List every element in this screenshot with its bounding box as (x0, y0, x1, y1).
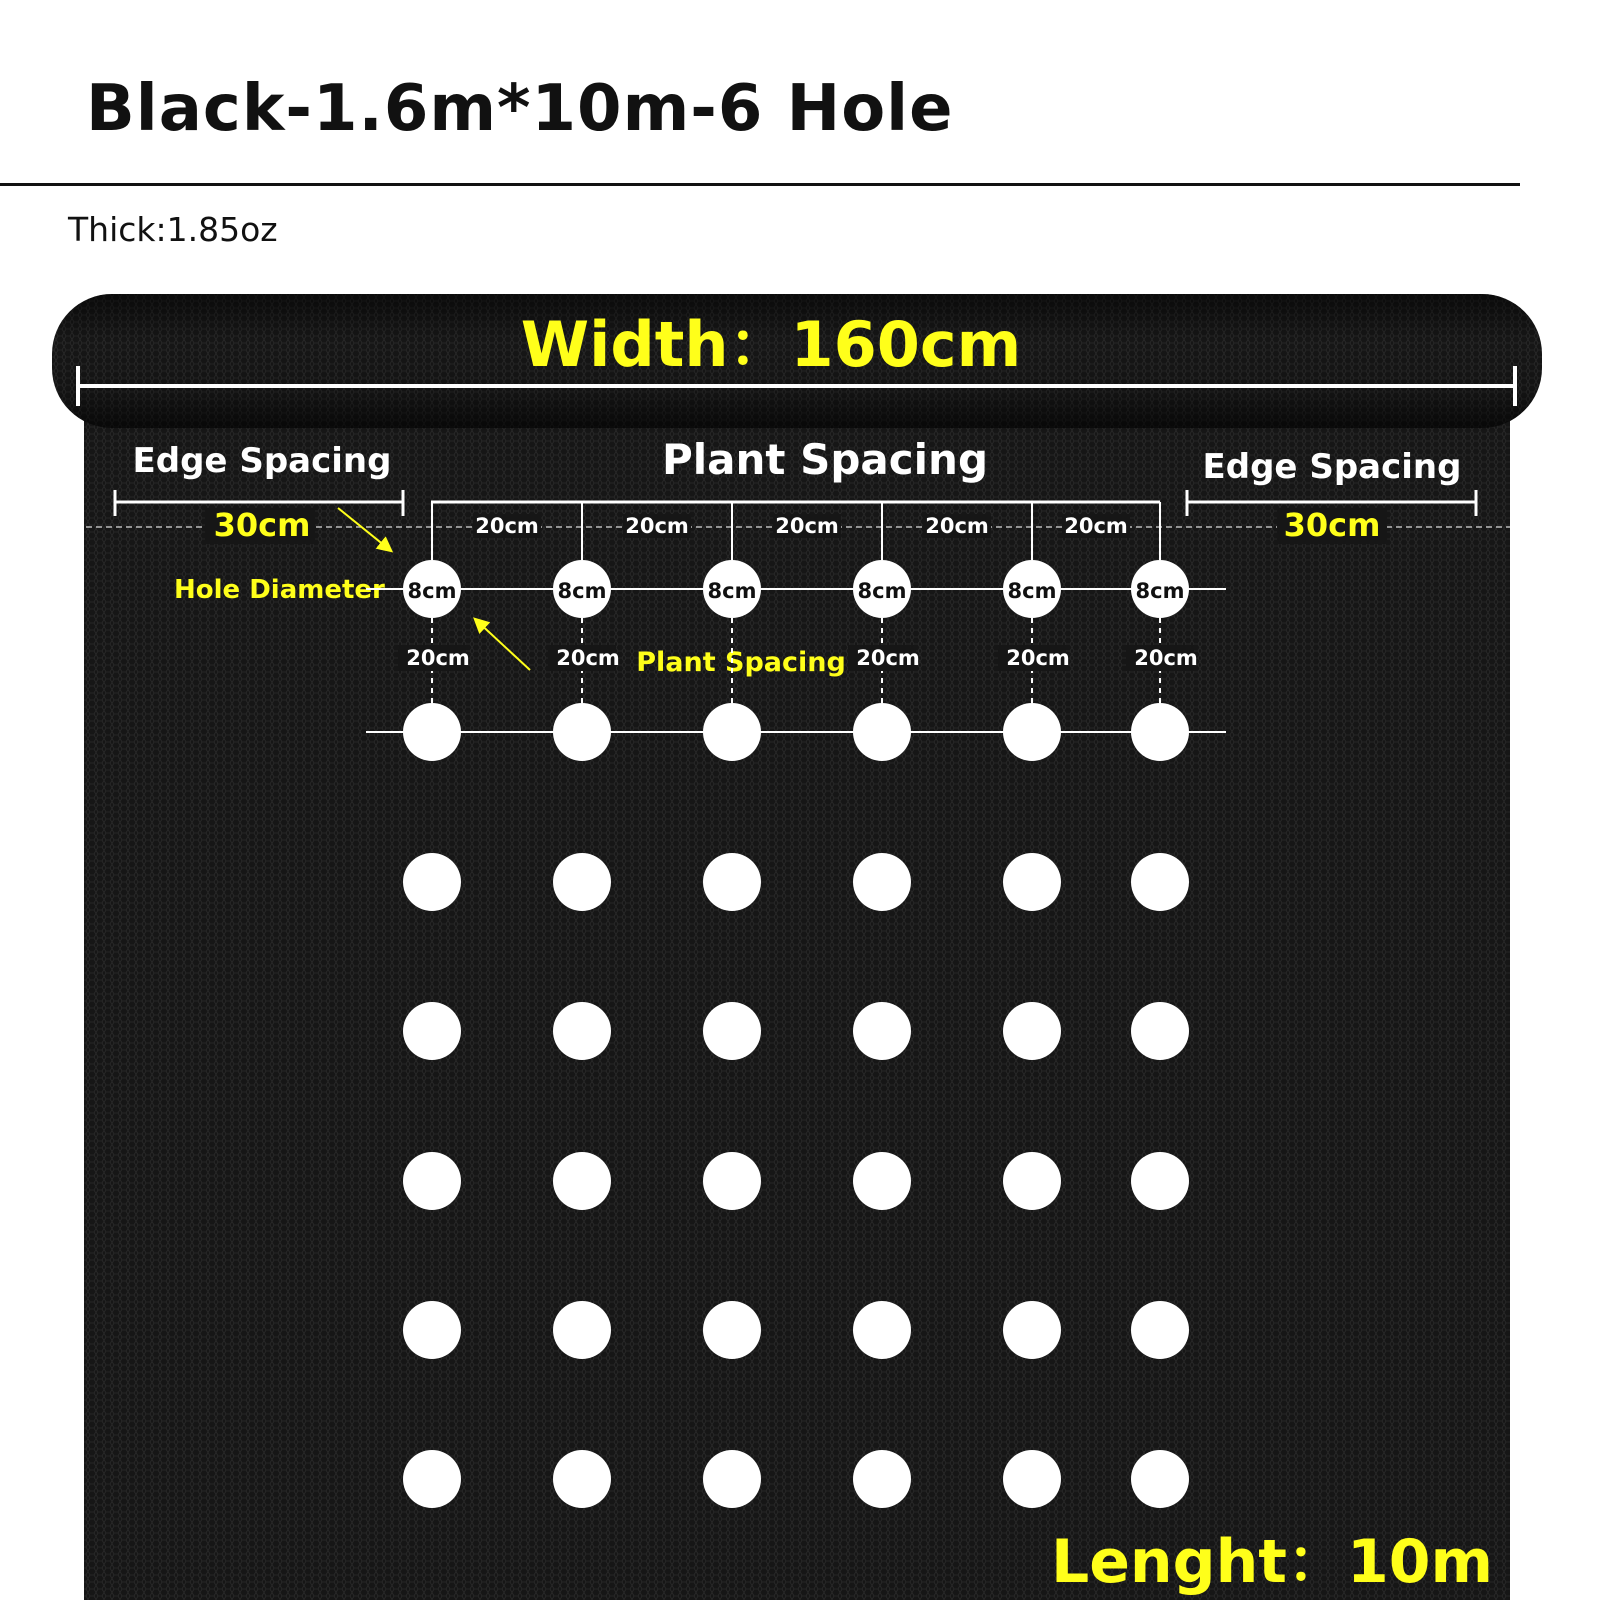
planting-hole (853, 853, 911, 911)
planting-hole (553, 703, 611, 761)
column-spacing-value: 20cm (925, 514, 989, 538)
column-spacing-value: 20cm (625, 514, 689, 538)
row-spacing-value: 20cm (406, 646, 470, 670)
width-label: Width：160cm (520, 308, 1022, 381)
plant-spacing-top-label: Plant Spacing (661, 435, 989, 484)
planting-hole (853, 1301, 911, 1359)
planting-hole (853, 1002, 911, 1060)
plant-spacing-inner-label: Plant Spacing (636, 647, 846, 678)
hole-diameter-value: 8cm (557, 579, 607, 603)
hole-diameter-value: 8cm (707, 579, 757, 603)
thickness-label: Thick:1.85oz (68, 210, 278, 249)
planting-hole (403, 1450, 461, 1508)
planting-hole (403, 703, 461, 761)
planting-hole (703, 1450, 761, 1508)
planting-hole (703, 853, 761, 911)
planting-hole (1131, 853, 1189, 911)
product-title: Black-1.6m*10m-6 Hole (86, 72, 954, 146)
edge-spacing-right-label: Edge Spacing (1202, 447, 1462, 487)
planting-hole (553, 1450, 611, 1508)
planting-hole (1003, 1002, 1061, 1060)
planting-hole (553, 1152, 611, 1210)
planting-hole (553, 1002, 611, 1060)
planting-hole (403, 1152, 461, 1210)
row-spacing-value: 20cm (1134, 646, 1198, 670)
column-spacing-value: 20cm (1064, 514, 1128, 538)
hole-diameter-label: Hole Diameter (174, 575, 385, 605)
planting-hole (853, 1450, 911, 1508)
planting-hole (1131, 1450, 1189, 1508)
planting-hole (403, 1301, 461, 1359)
planting-hole (703, 703, 761, 761)
length-label: Lenght：10m (1050, 1527, 1494, 1597)
column-spacing-value: 20cm (475, 514, 539, 538)
planting-hole (553, 853, 611, 911)
planting-hole (1003, 1301, 1061, 1359)
edge-spacing-right-value: 30cm (1283, 506, 1381, 544)
hole-diameter-value: 8cm (407, 579, 457, 603)
planting-hole (853, 703, 911, 761)
planting-hole (403, 1002, 461, 1060)
row-spacing-value: 20cm (856, 646, 920, 670)
column-spacing-value: 20cm (775, 514, 839, 538)
planting-hole (403, 853, 461, 911)
planting-hole (1003, 703, 1061, 761)
planting-hole (1131, 1152, 1189, 1210)
planting-hole (1003, 853, 1061, 911)
planting-hole (703, 1301, 761, 1359)
planting-hole (703, 1152, 761, 1210)
edge-spacing-left-value: 30cm (213, 506, 311, 544)
row-spacing-value: 20cm (556, 646, 620, 670)
hole-diameter-value: 8cm (1135, 579, 1185, 603)
planting-hole (1003, 1152, 1061, 1210)
planting-hole (1131, 703, 1189, 761)
hole-diameter-value: 8cm (857, 579, 907, 603)
planting-hole (703, 1002, 761, 1060)
planting-hole (853, 1152, 911, 1210)
row-spacing-value: 20cm (1006, 646, 1070, 670)
edge-spacing-left-label: Edge Spacing (132, 441, 392, 481)
planting-hole (1131, 1301, 1189, 1359)
hole-diameter-value: 8cm (1007, 579, 1057, 603)
planting-hole (553, 1301, 611, 1359)
planting-hole (1003, 1450, 1061, 1508)
planting-hole (1131, 1002, 1189, 1060)
